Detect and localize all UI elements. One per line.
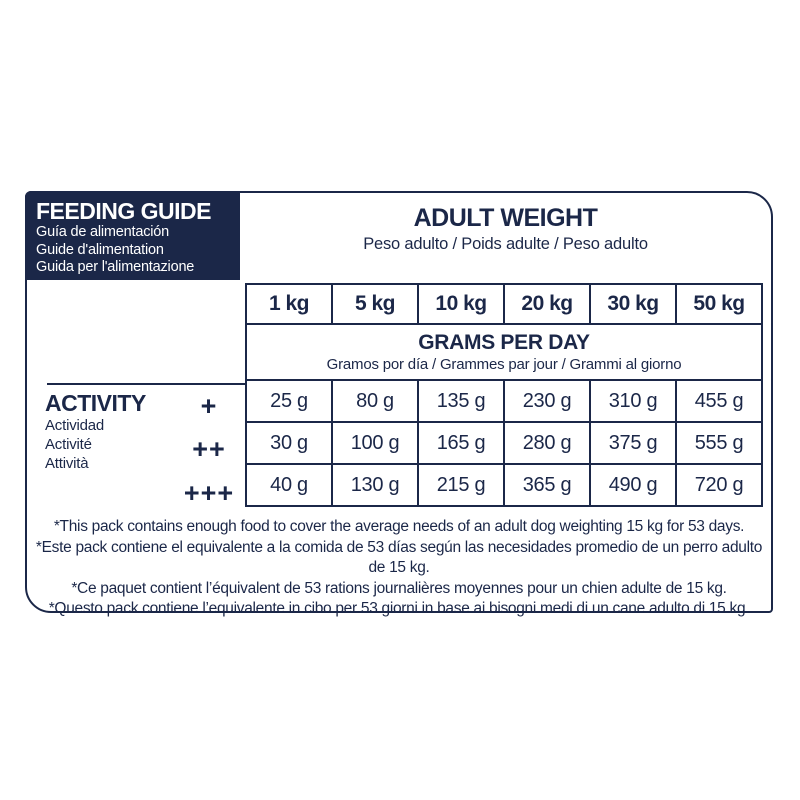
grams-cell: 720 g bbox=[676, 464, 762, 506]
grams-per-day-band bbox=[246, 324, 762, 380]
feeding-guide-subtitle-it: Guida per l'alimentazione bbox=[36, 259, 195, 275]
grams-cell: 135 g bbox=[418, 380, 504, 422]
feeding-table bbox=[245, 283, 763, 507]
weight-header-row bbox=[246, 284, 762, 324]
adult-weight-heading bbox=[242, 203, 769, 255]
footnote-it: *Questo pack contiene l’equivalente in cibo per 53 giorni in base ai bisogni medi di un cane adulto di 15 kg. bbox=[48, 600, 750, 617]
grams-cell: 215 g bbox=[418, 464, 504, 506]
footnote-en: *This pack contains enough food to cover the average needs of an adult dog weighting 15 kg for 53 days. bbox=[53, 518, 745, 535]
feeding-guide-subtitle-es: Guía de alimentación bbox=[36, 224, 170, 240]
grams-cell: 40 g bbox=[246, 464, 332, 506]
weight-header-cell: 30 kg bbox=[590, 284, 676, 324]
grams-cell: 375 g bbox=[590, 422, 676, 464]
activity-level-medium: ++ bbox=[192, 434, 226, 465]
grams-cell: 455 g bbox=[676, 380, 762, 422]
grams-cell: 490 g bbox=[590, 464, 676, 506]
grams-cell: 165 g bbox=[418, 422, 504, 464]
grams-cell: 80 g bbox=[332, 380, 418, 422]
grams-cell: 280 g bbox=[504, 422, 590, 464]
weight-header-cell: 1 kg bbox=[246, 284, 332, 324]
weight-header-cell: 50 kg bbox=[676, 284, 762, 324]
grams-cell: 100 g bbox=[332, 422, 418, 464]
activity-level-low: + bbox=[200, 391, 218, 422]
grams-cell: 555 g bbox=[676, 422, 762, 464]
grams-cell: 30 g bbox=[246, 422, 332, 464]
grams-per-day-subtitle: Gramos por día / Grammes par jour / Grammi al giorno bbox=[326, 355, 682, 373]
grams-per-day-title: GRAMS PER DAY bbox=[418, 330, 590, 354]
footnotes bbox=[33, 517, 765, 620]
activity-heading bbox=[45, 391, 146, 473]
feeding-guide-header-box bbox=[25, 191, 240, 280]
weight-header-cell: 10 kg bbox=[418, 284, 504, 324]
grams-per-day-row bbox=[246, 324, 762, 380]
adult-weight-subtitle: Peso adulto / Poids adulte / Peso adulto bbox=[363, 235, 648, 253]
activity-subtitle-es: Actividad bbox=[45, 417, 105, 434]
table-row-activity-1 bbox=[246, 380, 762, 422]
activity-subtitle-it: Attività bbox=[45, 455, 89, 472]
grams-cell: 365 g bbox=[504, 464, 590, 506]
feeding-guide-panel bbox=[25, 191, 773, 617]
activity-subtitle-fr: Activité bbox=[45, 436, 92, 453]
grams-cell: 130 g bbox=[332, 464, 418, 506]
grams-cell: 230 g bbox=[504, 380, 590, 422]
activity-title: ACTIVITY bbox=[45, 390, 146, 416]
weight-header-cell: 5 kg bbox=[332, 284, 418, 324]
footnote-fr: *Ce paquet contient l’équivalent de 53 rations journalières moyennes pour un chien adulte de 15 kg. bbox=[71, 579, 727, 597]
footnote-es: *Este pack contiene el equivalente a la comida de 53 días según las necesidades promedio de un perro adulto de 15 kg. bbox=[35, 538, 763, 576]
weight-header-cell: 20 kg bbox=[504, 284, 590, 324]
feeding-guide-title: FEEDING GUIDE bbox=[36, 198, 211, 224]
table-row-activity-3 bbox=[246, 464, 762, 506]
adult-weight-title: ADULT WEIGHT bbox=[413, 204, 598, 232]
grams-cell: 25 g bbox=[246, 380, 332, 422]
grams-cell: 310 g bbox=[590, 380, 676, 422]
activity-level-column bbox=[173, 385, 245, 515]
table-row-activity-2 bbox=[246, 422, 762, 464]
feeding-guide-subtitle-fr: Guide d'alimentation bbox=[36, 241, 164, 258]
activity-level-high: +++ bbox=[183, 477, 235, 508]
